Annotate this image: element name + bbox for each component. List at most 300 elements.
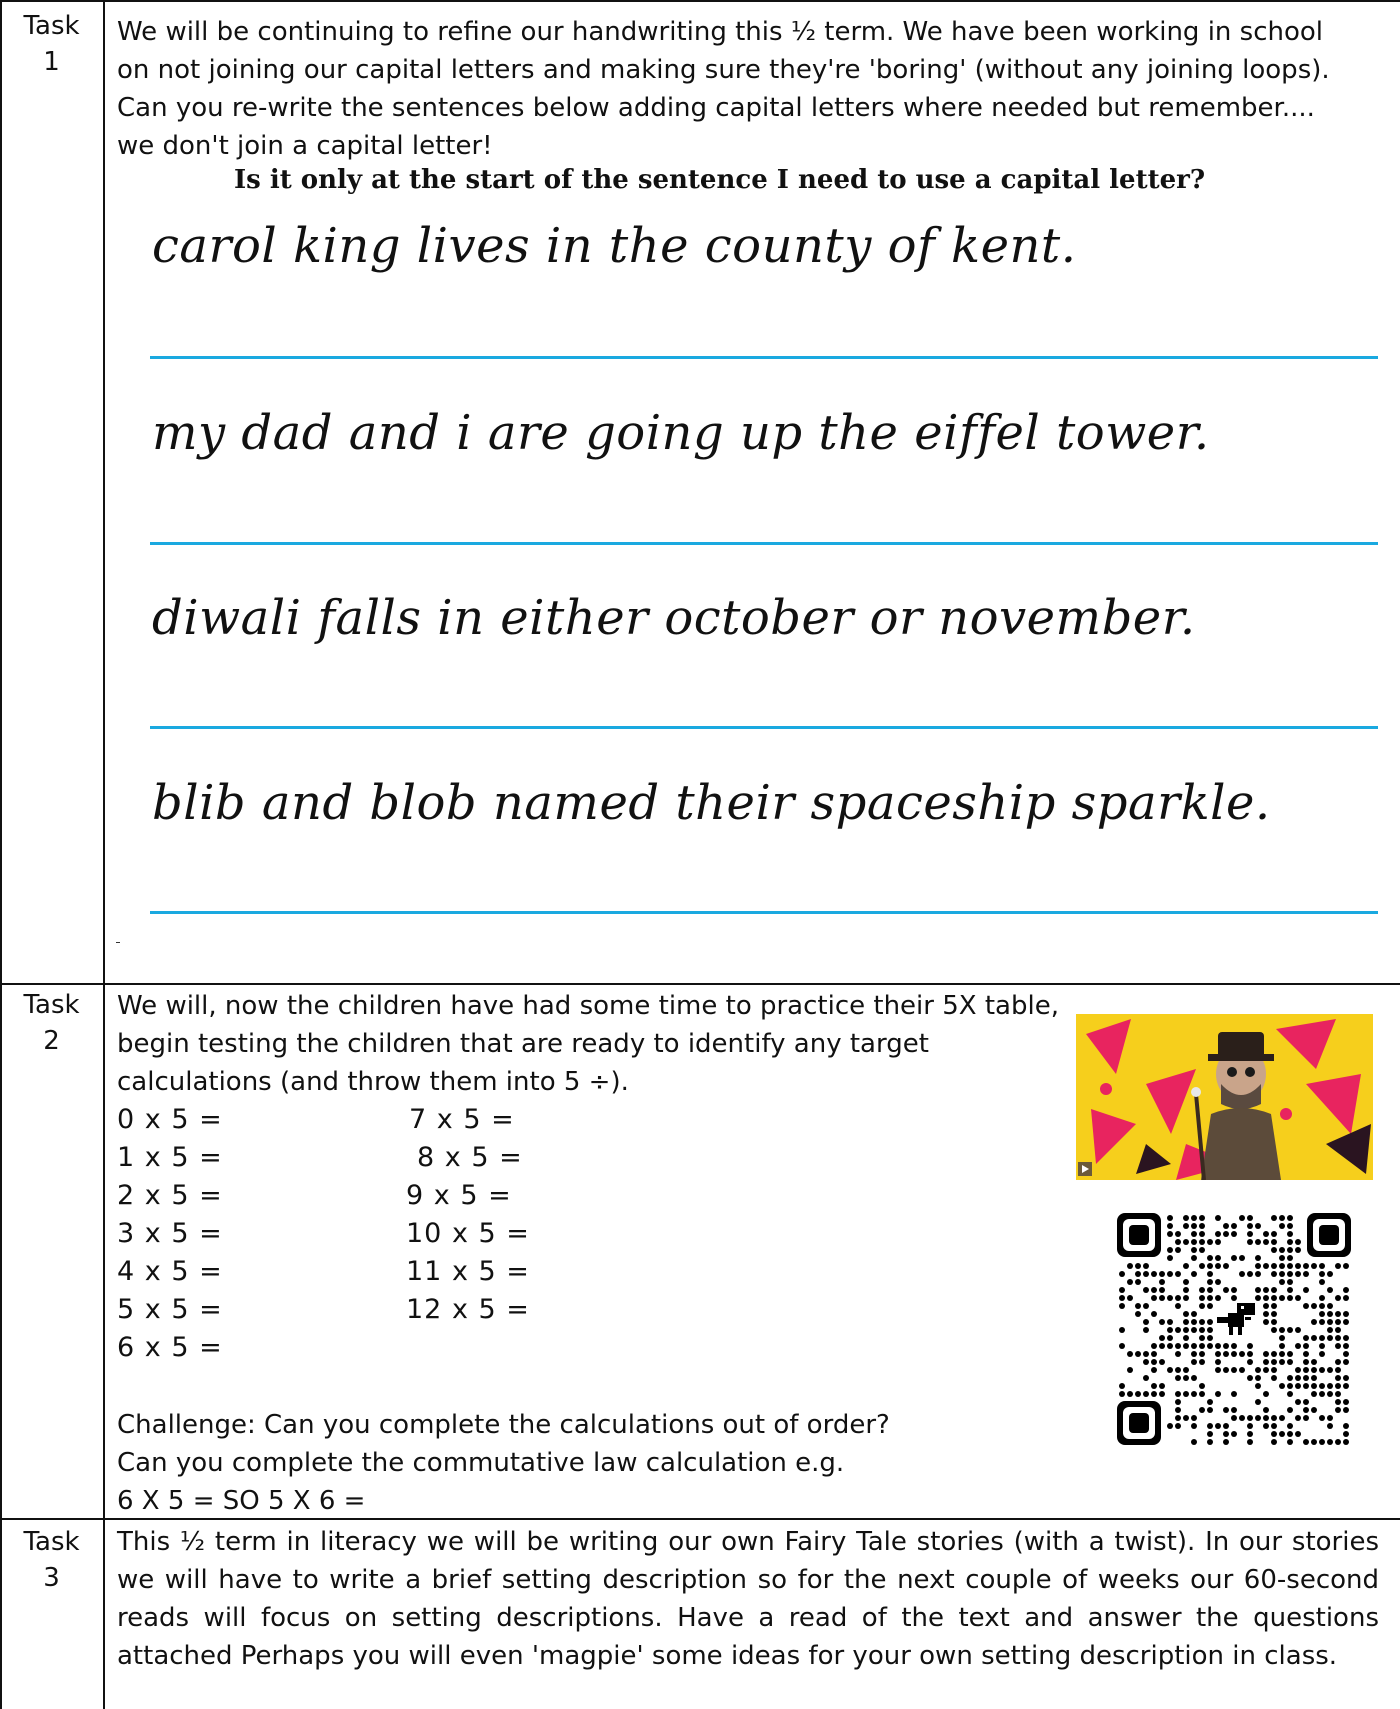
qr-module	[1295, 1295, 1301, 1301]
qr-module	[1247, 1223, 1253, 1229]
qr-module	[1247, 1431, 1253, 1437]
qr-module	[1167, 1423, 1173, 1429]
qr-module	[1231, 1367, 1237, 1373]
qr-module	[1271, 1231, 1277, 1237]
qr-module	[1151, 1367, 1157, 1373]
qr-module	[1215, 1255, 1221, 1261]
qr-module	[1335, 1439, 1341, 1445]
qr-module	[1143, 1351, 1149, 1357]
challenge-line-2: Can you complete the commutative law calculation e.g.	[117, 1448, 845, 1478]
writing-line-4[interactable]	[150, 911, 1378, 914]
qr-module	[1207, 1295, 1213, 1301]
qr-module	[1327, 1439, 1333, 1445]
qr-module	[1287, 1407, 1293, 1413]
qr-module	[1255, 1295, 1261, 1301]
qr-module	[1223, 1367, 1229, 1373]
qr-module	[1199, 1383, 1205, 1389]
qr-module	[1255, 1367, 1261, 1373]
qr-module	[1311, 1359, 1317, 1365]
qr-module	[1159, 1391, 1165, 1397]
qr-module	[1255, 1287, 1261, 1293]
qr-module	[1335, 1375, 1341, 1381]
qr-module	[1271, 1295, 1277, 1301]
qr-module	[1319, 1383, 1325, 1389]
qr-module	[1295, 1239, 1301, 1245]
qr-module	[1295, 1415, 1301, 1421]
qr-module	[1327, 1415, 1333, 1421]
qr-module	[1135, 1351, 1141, 1357]
qr-module	[1271, 1375, 1277, 1381]
qr-module	[1191, 1415, 1197, 1421]
qr-module	[1175, 1391, 1181, 1397]
qr-module	[1247, 1439, 1253, 1445]
qr-module	[1279, 1271, 1285, 1277]
qr-module	[1159, 1359, 1165, 1365]
qr-module	[1199, 1407, 1205, 1413]
qr-module	[1151, 1343, 1157, 1349]
qr-module	[1263, 1287, 1269, 1293]
qr-module	[1207, 1431, 1213, 1437]
qr-module	[1343, 1311, 1349, 1317]
task1-question: Is it only at the start of the sentence I need to use a capital letter?	[234, 165, 1206, 195]
qr-module	[1223, 1231, 1229, 1237]
qr-module	[1335, 1335, 1341, 1341]
qr-module	[1183, 1375, 1189, 1381]
qr-module	[1215, 1391, 1221, 1397]
qr-module	[1143, 1375, 1149, 1381]
qr-module	[1175, 1327, 1181, 1333]
qr-module	[1119, 1391, 1125, 1397]
qr-module	[1287, 1247, 1293, 1253]
qr-module	[1143, 1319, 1149, 1325]
qr-module	[1151, 1287, 1157, 1293]
qr-module	[1183, 1263, 1189, 1269]
writing-line-3[interactable]	[150, 726, 1378, 729]
qr-module	[1287, 1231, 1293, 1237]
qr-module	[1343, 1287, 1349, 1293]
qr-code[interactable]	[1115, 1211, 1353, 1447]
qr-module	[1311, 1383, 1317, 1389]
qr-module	[1287, 1351, 1293, 1357]
qr-module	[1231, 1431, 1237, 1437]
qr-module	[1159, 1279, 1165, 1285]
video-thumbnail-art	[1076, 1014, 1373, 1180]
qr-module	[1119, 1271, 1125, 1277]
qr-module	[1247, 1231, 1253, 1237]
table-border-left	[0, 0, 2, 1709]
qr-module	[1127, 1279, 1133, 1285]
qr-module	[1287, 1295, 1293, 1301]
qr-module	[1183, 1287, 1189, 1293]
qr-module	[1271, 1239, 1277, 1245]
qr-module	[1255, 1271, 1261, 1277]
qr-module	[1135, 1271, 1141, 1277]
qr-module	[1215, 1359, 1221, 1365]
qr-module	[1287, 1239, 1293, 1245]
qr-module	[1143, 1263, 1149, 1269]
qr-module	[1311, 1263, 1317, 1269]
qr-module	[1183, 1367, 1189, 1373]
qr-module	[1327, 1367, 1333, 1373]
qr-module	[1199, 1263, 1205, 1269]
qr-module	[1303, 1375, 1309, 1381]
qr-module	[1327, 1423, 1333, 1429]
qr-module	[1175, 1399, 1181, 1405]
qr-module	[1175, 1271, 1181, 1277]
qr-module	[1295, 1271, 1301, 1277]
qr-module	[1215, 1279, 1221, 1285]
qr-module	[1343, 1383, 1349, 1389]
task3-label-number: 3	[43, 1563, 60, 1593]
qr-module	[1191, 1271, 1197, 1277]
qr-module	[1303, 1439, 1309, 1445]
qr-module	[1263, 1359, 1269, 1365]
qr-module	[1255, 1223, 1261, 1229]
qr-module	[1175, 1375, 1181, 1381]
qr-module	[1215, 1231, 1221, 1237]
qr-module	[1151, 1391, 1157, 1397]
qr-module	[1319, 1391, 1325, 1397]
qr-module	[1143, 1327, 1149, 1333]
qr-module	[1327, 1327, 1333, 1333]
qr-module	[1247, 1215, 1253, 1221]
qr-module	[1271, 1311, 1277, 1317]
qr-module	[1175, 1423, 1181, 1429]
qr-module	[1343, 1263, 1349, 1269]
qr-module	[1143, 1391, 1149, 1397]
qr-module	[1191, 1327, 1197, 1333]
qr-module	[1311, 1439, 1317, 1445]
qr-module	[1167, 1223, 1173, 1229]
qr-module	[1151, 1383, 1157, 1389]
qr-module	[1247, 1375, 1253, 1381]
qr-module	[1287, 1327, 1293, 1333]
qr-module	[1159, 1295, 1165, 1301]
qr-module	[1135, 1303, 1141, 1309]
qr-module	[1231, 1391, 1237, 1397]
qr-module	[1167, 1231, 1173, 1237]
qr-module	[1215, 1351, 1221, 1357]
qr-module	[1311, 1391, 1317, 1397]
qr-module	[1263, 1303, 1269, 1309]
challenge-line-3: 6 X 5 = SO 5 X 6 =	[117, 1486, 366, 1516]
calc-10x5: 10 x 5 =	[406, 1218, 530, 1249]
qr-module	[1343, 1359, 1349, 1365]
qr-module	[1167, 1343, 1173, 1349]
qr-module	[1199, 1239, 1205, 1245]
qr-module	[1199, 1343, 1205, 1349]
qr-module	[1343, 1423, 1349, 1429]
qr-module	[1175, 1295, 1181, 1301]
qr-module	[1303, 1287, 1309, 1293]
qr-module	[1159, 1271, 1165, 1277]
qr-module	[1175, 1239, 1181, 1245]
qr-module	[1199, 1335, 1205, 1341]
task3-label	[0, 1524, 103, 1596]
qr-module	[1199, 1223, 1205, 1229]
qr-module	[1119, 1343, 1125, 1349]
qr-module	[1183, 1239, 1189, 1245]
qr-module	[1335, 1359, 1341, 1365]
qr-module	[1191, 1391, 1197, 1397]
qr-module	[1247, 1239, 1253, 1245]
qr-module	[1167, 1247, 1173, 1253]
handwriting-sentence-4: blib and blob named their spaceship sparkle.	[152, 775, 1271, 831]
qr-module	[1175, 1247, 1181, 1253]
qr-module	[1271, 1367, 1277, 1373]
qr-module	[1263, 1351, 1269, 1357]
qr-module	[1215, 1239, 1221, 1245]
qr-module	[1271, 1215, 1277, 1221]
qr-module	[1279, 1383, 1285, 1389]
qr-finder-pattern-bottom-left	[1117, 1401, 1161, 1445]
qr-module	[1191, 1375, 1197, 1381]
qr-module	[1263, 1239, 1269, 1245]
qr-module	[1207, 1439, 1213, 1445]
qr-module	[1183, 1279, 1189, 1285]
qr-module	[1199, 1287, 1205, 1293]
writing-line-2[interactable]	[150, 542, 1378, 545]
qr-module	[1223, 1223, 1229, 1229]
task2-label	[0, 987, 103, 1059]
qr-module	[1311, 1335, 1317, 1341]
qr-module	[1159, 1335, 1165, 1341]
qr-module	[1167, 1295, 1173, 1301]
calc-9x5: 9 x 5 =	[406, 1180, 512, 1211]
qr-module	[1335, 1327, 1341, 1333]
qr-module	[1303, 1303, 1309, 1309]
qr-module	[1135, 1279, 1141, 1285]
qr-module	[1343, 1295, 1349, 1301]
qr-module	[1135, 1263, 1141, 1269]
qr-module	[1151, 1311, 1157, 1317]
qr-module	[1159, 1383, 1165, 1389]
qr-code-graphic	[1115, 1211, 1353, 1447]
qr-module	[1159, 1343, 1165, 1349]
qr-module	[1311, 1375, 1317, 1381]
qr-module	[1327, 1383, 1333, 1389]
qr-module	[1271, 1271, 1277, 1277]
task3-instructions: This ½ term in literacy we will be writing our own Fairy Tale stories (with a twist). In our stories we will have to write a brief setting description so for the next couple of weeks our 60-second reads will focus on setting descriptions. Have a read of the text and answer the questions attached Perhaps you will even 'magpie' some ideas for your own setting description in class.	[117, 1527, 1379, 1671]
qr-module	[1175, 1351, 1181, 1357]
qr-module	[1287, 1375, 1293, 1381]
qr-module	[1319, 1279, 1325, 1285]
qr-module	[1239, 1415, 1245, 1421]
qr-module	[1287, 1431, 1293, 1437]
qr-module	[1207, 1239, 1213, 1245]
qr-module	[1343, 1407, 1349, 1413]
qr-module	[1167, 1319, 1173, 1325]
qr-module	[1119, 1295, 1125, 1301]
qr-module	[1335, 1263, 1341, 1269]
qr-module	[1271, 1303, 1277, 1309]
qr-module	[1335, 1367, 1341, 1373]
qr-module	[1207, 1423, 1213, 1429]
qr-module	[1271, 1327, 1277, 1333]
qr-module	[1327, 1319, 1333, 1325]
qr-module	[1239, 1271, 1245, 1277]
qr-module	[1231, 1255, 1237, 1261]
qr-module	[1175, 1415, 1181, 1421]
qr-module	[1239, 1367, 1245, 1373]
qr-module	[1199, 1351, 1205, 1357]
task1-label-word: Task	[23, 11, 80, 41]
qr-module	[1247, 1423, 1253, 1429]
writing-line-1[interactable]	[150, 356, 1378, 359]
qr-module	[1119, 1303, 1125, 1309]
qr-module	[1295, 1263, 1301, 1269]
qr-module	[1279, 1327, 1285, 1333]
qr-module	[1303, 1263, 1309, 1269]
qr-module	[1183, 1415, 1189, 1421]
qr-module	[1263, 1391, 1269, 1397]
qr-module	[1343, 1439, 1349, 1445]
qr-module	[1191, 1359, 1197, 1365]
qr-module	[1319, 1343, 1325, 1349]
qr-module	[1151, 1295, 1157, 1301]
qr-module	[1239, 1351, 1245, 1357]
qr-module	[1183, 1343, 1189, 1349]
qr-module	[1303, 1359, 1309, 1365]
qr-module	[1223, 1407, 1229, 1413]
qr-module	[1199, 1295, 1205, 1301]
qr-module	[1183, 1311, 1189, 1317]
qr-module	[1191, 1223, 1197, 1229]
qr-module	[1343, 1335, 1349, 1341]
qr-module	[1151, 1351, 1157, 1357]
qr-module	[1319, 1311, 1325, 1317]
qr-module	[1175, 1343, 1181, 1349]
qr-module	[1167, 1327, 1173, 1333]
qr-module	[1271, 1287, 1277, 1293]
calc-8x5: 8 x 5 =	[417, 1142, 523, 1173]
qr-module	[1303, 1271, 1309, 1277]
qr-module	[1191, 1351, 1197, 1357]
qr-module	[1175, 1303, 1181, 1309]
calc-5x5: 5 x 5 =	[117, 1294, 223, 1325]
qr-module	[1319, 1271, 1325, 1277]
task1-row-divider	[0, 983, 1400, 985]
qr-module	[1279, 1279, 1285, 1285]
qr-module	[1335, 1391, 1341, 1397]
video-thumbnail[interactable]	[1076, 1014, 1373, 1180]
qr-module	[1327, 1271, 1333, 1277]
qr-module	[1319, 1335, 1325, 1341]
qr-module	[1319, 1351, 1325, 1357]
qr-module	[1223, 1439, 1229, 1445]
qr-module	[1319, 1415, 1325, 1421]
qr-module	[1263, 1407, 1269, 1413]
task2-label-word: Task	[23, 990, 80, 1020]
qr-module	[1207, 1287, 1213, 1293]
qr-module	[1271, 1319, 1277, 1325]
qr-module	[1287, 1223, 1293, 1229]
qr-module	[1327, 1311, 1333, 1317]
qr-module	[1335, 1399, 1341, 1405]
qr-module	[1199, 1327, 1205, 1333]
qr-module	[1279, 1295, 1285, 1301]
dinosaur-icon	[1215, 1303, 1255, 1335]
qr-module	[1303, 1383, 1309, 1389]
qr-module	[1271, 1439, 1277, 1445]
qr-module	[1311, 1367, 1317, 1373]
qr-module	[1295, 1431, 1301, 1437]
qr-module	[1191, 1423, 1197, 1429]
qr-module	[1287, 1279, 1293, 1285]
qr-module	[1335, 1407, 1341, 1413]
qr-module	[1215, 1343, 1221, 1349]
qr-module	[1191, 1319, 1197, 1325]
qr-module	[1319, 1263, 1325, 1269]
qr-module	[1287, 1359, 1293, 1365]
qr-module	[1183, 1223, 1189, 1229]
qr-module	[1255, 1375, 1261, 1381]
qr-module	[1159, 1319, 1165, 1325]
qr-module	[1263, 1415, 1269, 1421]
calc-7x5: 7 x 5 =	[409, 1104, 515, 1135]
calc-0x5: 0 x 5 =	[117, 1104, 223, 1135]
qr-module	[1335, 1311, 1341, 1317]
qr-module	[1199, 1359, 1205, 1365]
qr-module	[1199, 1303, 1205, 1309]
qr-module	[1167, 1271, 1173, 1277]
qr-module	[1191, 1215, 1197, 1221]
qr-module	[1191, 1439, 1197, 1445]
qr-module	[1143, 1303, 1149, 1309]
qr-module	[1167, 1335, 1173, 1341]
qr-module	[1167, 1215, 1173, 1221]
qr-module	[1255, 1399, 1261, 1405]
qr-module	[1175, 1407, 1181, 1413]
qr-module	[1335, 1319, 1341, 1325]
qr-module	[1287, 1215, 1293, 1221]
qr-module	[1279, 1255, 1285, 1261]
qr-module	[1263, 1311, 1269, 1317]
calc-4x5: 4 x 5 =	[117, 1256, 223, 1287]
calc-1x5: 1 x 5 =	[117, 1142, 223, 1173]
qr-module	[1191, 1343, 1197, 1349]
qr-module	[1295, 1327, 1301, 1333]
qr-module	[1287, 1271, 1293, 1277]
qr-module	[1343, 1431, 1349, 1437]
qr-module	[1191, 1247, 1197, 1253]
qr-module	[1271, 1359, 1277, 1365]
qr-module	[1255, 1383, 1261, 1389]
calc-12x5: 12 x 5 =	[406, 1294, 530, 1325]
qr-module	[1311, 1407, 1317, 1413]
qr-finder-pattern-top-right	[1307, 1213, 1351, 1257]
qr-module	[1207, 1399, 1213, 1405]
qr-module	[1295, 1343, 1301, 1349]
qr-module	[1263, 1423, 1269, 1429]
qr-module	[1271, 1423, 1277, 1429]
qr-module	[1247, 1359, 1253, 1365]
qr-module	[1279, 1215, 1285, 1221]
qr-module	[1279, 1263, 1285, 1269]
qr-module	[1231, 1407, 1237, 1413]
qr-module	[1191, 1239, 1197, 1245]
qr-module	[1319, 1295, 1325, 1301]
qr-module	[1143, 1359, 1149, 1365]
qr-module	[1335, 1343, 1341, 1349]
challenge-line-1: Challenge: Can you complete the calculations out of order?	[117, 1410, 890, 1440]
qr-module	[1295, 1367, 1301, 1373]
qr-module	[1143, 1271, 1149, 1277]
qr-module	[1159, 1287, 1165, 1293]
qr-module	[1135, 1391, 1141, 1397]
qr-module	[1327, 1303, 1333, 1309]
qr-module	[1287, 1255, 1293, 1261]
